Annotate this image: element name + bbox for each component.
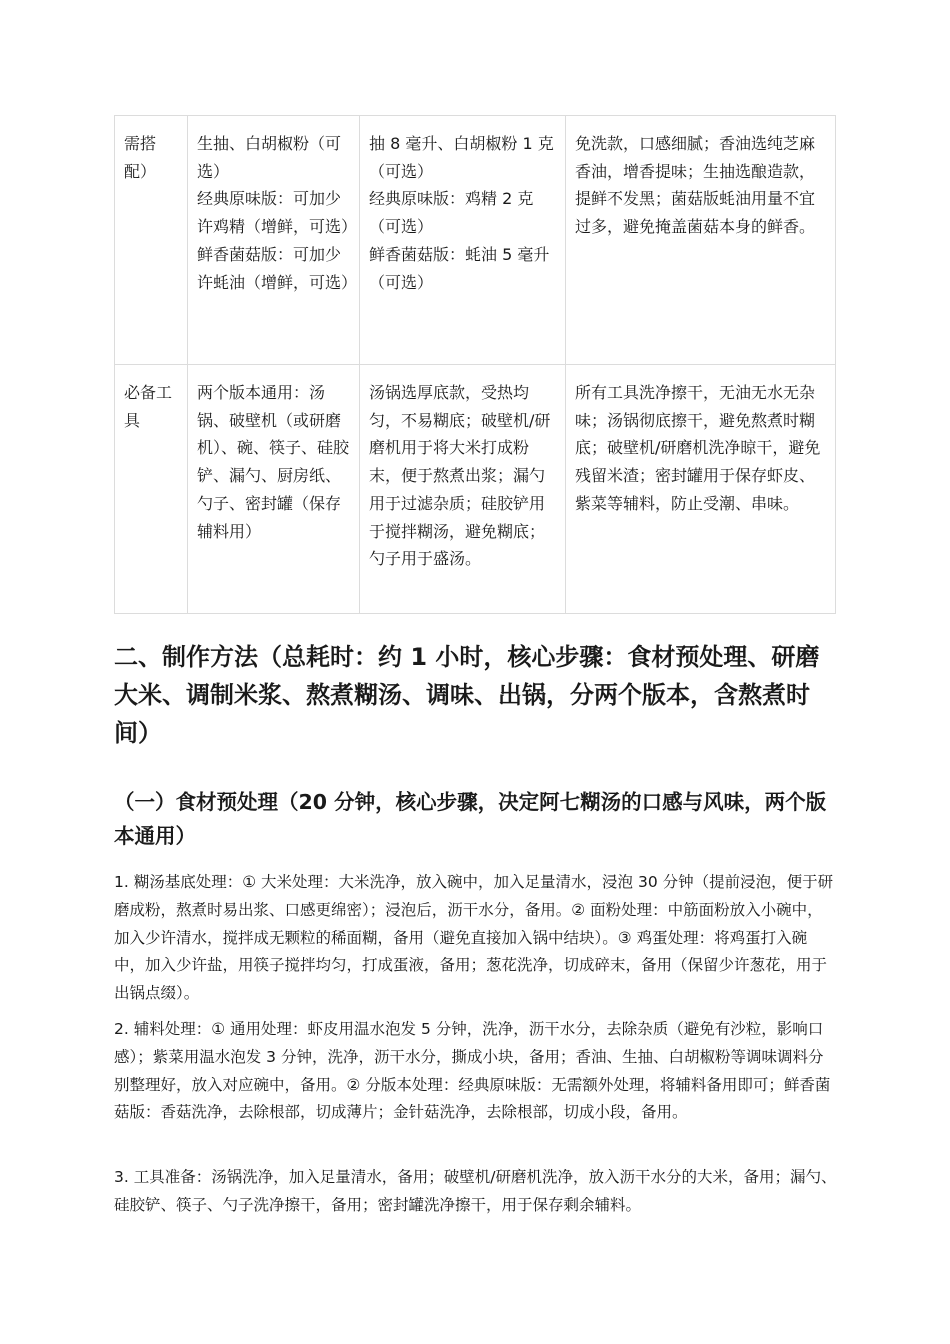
row-label: 必备工具 xyxy=(115,365,188,614)
amount-cell: 抽 8 毫升、白胡椒粉 1 克（可选） 经典原味版：鸡精 2 克（可选） 鲜香菌菇版：蚝油 5 毫升（可选） xyxy=(360,116,566,365)
table-row xyxy=(115,365,836,614)
row-label: 需搭配） xyxy=(115,116,188,365)
paragraph-base-prep: 1. 糊汤基底处理：① 大米处理：大米洗净，放入碗中，加入足量清水，浸泡 30 分钟（提前浸泡，便于研磨成粉，熬煮时易出浆、口感更绵密）；浸泡后，沥干水分，备用。② 面粉处理：中筋面粉放入小碗中，加入少许清水，搅拌成无颗粒的稀面糊，备用（避免直接加入锅中结块）。③ 鸡蛋处理：将鸡蛋打入碗中，加入少许盐，用筷子搅拌均匀，打成蛋液，备用；葱花洗净，切成碎末，备用（保留少许葱花，用于出锅点缀）。 xyxy=(114,873,834,1003)
subsection-heading: （一）食材预处理（20 分钟，核心步骤，决定阿七糊汤的口感与风味，两个版本通用） xyxy=(114,790,827,848)
ingredients-cell: 生抽、白胡椒粉（可选） 经典原味版：可加少许鸡精（增鲜，可选） 鲜香菌菇版：可加少许蚝油（增鲜，可选） xyxy=(188,116,360,365)
ingredients-table xyxy=(114,115,836,614)
table-row xyxy=(115,116,836,365)
amount-cell: 汤锅选厚底款，受热均匀，不易糊底；破壁机/研磨机用于将大米打成粉末，便于熬煮出浆；漏勺用于过滤杂质；硅胶铲用于搅拌糊汤，避免糊底；勺子用于盛汤。 xyxy=(360,365,566,614)
notes-cell: 所有工具洗净擦干，无油无水无杂味；汤锅彻底擦干，避免熬煮时糊底；破壁机/研磨机洗净晾干，避免残留米渣；密封罐用于保存虾皮、紫菜等辅料，防止受潮、串味。 xyxy=(566,365,836,614)
paragraph-auxiliary-prep: 2. 辅料处理：① 通用处理：虾皮用温水泡发 5 分钟，洗净，沥干水分，去除杂质（避免有沙粒，影响口感）；紫菜用温水泡发 3 分钟，洗净，沥干水分，撕成小块，备用；香油、生抽、白胡椒粉等调味调料分别整理好，放入对应碗中，备用。② 分版本处理：经典原味版：无需额外处理，将辅料备用即可；鲜香菌菇版：香菇洗净，去除根部，切成薄片；金针菇洗净，去除根部，切成小段，备用。 xyxy=(114,1020,831,1122)
ingredients-cell: 两个版本通用：汤锅、破壁机（或研磨机）、碗、筷子、硅胶铲、漏勺、厨房纸、勺子、密封罐（保存辅料用） xyxy=(188,365,360,614)
section-heading: 二、制作方法（总耗时：约 1 小时，核心步骤：食材预处理、研磨大米、调制米浆、熬煮糊汤、调味、出锅，分两个版本，含熬煮时间） xyxy=(114,643,820,747)
notes-cell: 免洗款，口感细腻；香油选纯芝麻香油，增香提味；生抽选酿造款，提鲜不发黑；菌菇版蚝油用量不宜过多，避免掩盖菌菇本身的鲜香。 xyxy=(566,116,836,365)
paragraph-tool-prep: 3. 工具准备：汤锅洗净，加入足量清水，备用；破壁机/研磨机洗净，放入沥干水分的大米，备用；漏勺、硅胶铲、筷子、勺子洗净擦干，备用；密封罐洗净擦干，用于保存剩余辅料。 xyxy=(114,1168,837,1214)
